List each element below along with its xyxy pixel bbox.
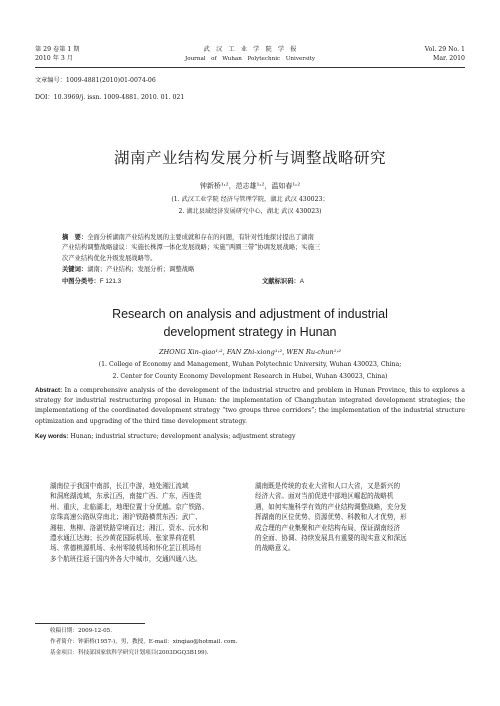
document-code (262, 277, 304, 287)
document-code-value: A (299, 278, 304, 285)
affiliation-cn-1: (1. 武汉工业学院 经济与管理学院，湖北 武汉 430023； (171, 196, 329, 203)
affiliation-cn-2: 2. 湖北县域经济发展研究中心，湖北 武汉 430023) (178, 208, 322, 215)
body-line: 湖南既是传统的农业大省和人口大省，又是新兴的 (255, 482, 401, 490)
body-line: 京珠高速公路纵穿南北；湘沪铁路横贯东西；武广、 (50, 513, 202, 522)
journal-date-en: Mar. 2010 (433, 55, 465, 62)
journal-volume-en: Vol. 29 No. 1 (424, 46, 465, 53)
abstract-cn-label: 摘 要： (62, 234, 88, 241)
class-number (62, 277, 121, 287)
english-title-line-2: development strategy in Hunan (163, 325, 337, 339)
keywords-en-text: Hunan; industrial structure; development analysis; adjustment strategy (70, 433, 296, 440)
affiliation-en-2: 2. Center for County Economy Development Research in Hubei, Wuhan 430023, China) (112, 373, 388, 380)
journal-name-en: Journal of Wuhan Polytechnic University (184, 56, 316, 62)
document-code-label: 文献标识码： (262, 278, 300, 285)
body-column-right (255, 481, 460, 554)
journal-name-cn: 武 汉 工 业 学 院 学 报 (203, 46, 297, 53)
body-line: 州、重庆，北临湖北，地理位置十分优越。京广铁路、 (50, 502, 209, 511)
keywords-cn (62, 265, 194, 275)
journal-volume: 第 29 卷第 1 期 (35, 46, 80, 53)
abstract-en (35, 386, 465, 427)
body-line: 成合理的产业集聚和产业结构布局，保证湖南经济 (255, 523, 401, 532)
keywords-cn-text: 湖南；产业结构；发展分析；调整战略 (87, 266, 195, 273)
body-line: 湘桂、焦柳、洛湛铁路穿境而过；湘江、资水、沅水和 (50, 523, 209, 532)
abstract-cn (62, 233, 442, 264)
keywords-en (35, 432, 465, 442)
footnote-rule (35, 623, 145, 624)
body-column-left (50, 481, 244, 564)
abstract-cn-line: 全面分析湖南产业结构发展的主要成就和存在的问题，有针对性地探讨提出了湖南 (87, 234, 314, 241)
abstract-cn-line: 次产业结构优化升级发展战略等。 (62, 254, 157, 262)
footnote-fund: 基金项目：科技部国家软科学研究计划项目(2003DGQ3B199). (50, 650, 209, 656)
body-line: 湖南位于我国中南部，长江中游，地处湘江流域 (50, 482, 189, 490)
journal-date-cn: 2010 年 3 月 (35, 55, 73, 62)
header-rule (35, 67, 465, 68)
abstract-en-label: Abstract: (35, 387, 63, 394)
keywords-en-label: Key words: (35, 433, 69, 440)
class-number-value: F 121.3 (99, 278, 122, 285)
body-line: 多个航班往返于国内外各大中城市，交通四通八达。 (50, 554, 202, 563)
keywords-cn-label: 关键词： (62, 266, 88, 273)
footnote-author: 作者简介：钟新桥(1957-)，男，教授，E-mail：xinqiao@hotmail. com. (50, 639, 238, 645)
body-line: 场、常德桃源机场、永州零陵机场和怀化芷江机场有 (50, 544, 202, 553)
body-line: 挥湖南的区位优势、资源优势、科教和人才优势，形 (255, 513, 407, 522)
body-line: 澧水通江达海；长沙黄花国际机场、张家界荷花机 (50, 534, 196, 543)
authors-cn: 钟新桥¹˒²，范志雄¹˒²，温如春¹˒² (199, 182, 301, 190)
abstract-en-text: In a comprehensive analysis of the development of the industrial structre and problem in Hunan Province, this to explores a strategy for industrial restructuring proposal in Hunan: the implementation of Changzhutan integrated development strategies; the implementationg of the coordinated development strategy “two groups three corridors”; the implementation of the industrial structure optimization and upgrading of the third time development strategy. (35, 387, 465, 425)
page-title: 湖南产业结构发展分析与调整战略研究 (113, 149, 386, 167)
class-number-label: 中图分类号： (62, 278, 100, 285)
authors-en: ZHONG Xin-qiao¹˒², FAN Zhi-xiong¹˒², WEN Ru-chun¹˒² (158, 348, 342, 356)
footnote-received: 收稿日期：2009-12-05. (50, 628, 112, 634)
affiliation-en-1: (1. College of Economy and Management, Wuhan Polytechnic University, Wuhan 430023, China; (98, 361, 402, 368)
body-line: 经济大省。面对当前促进中部地区崛起的战略机 (255, 492, 394, 501)
body-line: 遇，如何实施科学有效的产业结构调整战略，充分发 (255, 502, 407, 511)
english-title-line-1: Research on analysis and adjustment of industrial (112, 307, 388, 321)
doi: DOI：10.3969/j. issn. 1009-4881. 2010. 01. 021 (35, 94, 185, 101)
body-line: 和洞庭湖流域，东承江西，南接广西、广东，西连贵 (50, 492, 202, 501)
abstract-cn-line: 产业结构调整战略建议：实施长株潭一体化发展战略；实施“两圈三带”协调发展战略；实施三 (62, 244, 321, 252)
body-line: 的全面、协调、持续发展具有重要的现实意义和深远 (255, 534, 407, 543)
article-number: 文章编号：1009-4881(2010)01-0074-06 (35, 77, 156, 84)
body-line: 的战略意义。 (255, 544, 295, 553)
